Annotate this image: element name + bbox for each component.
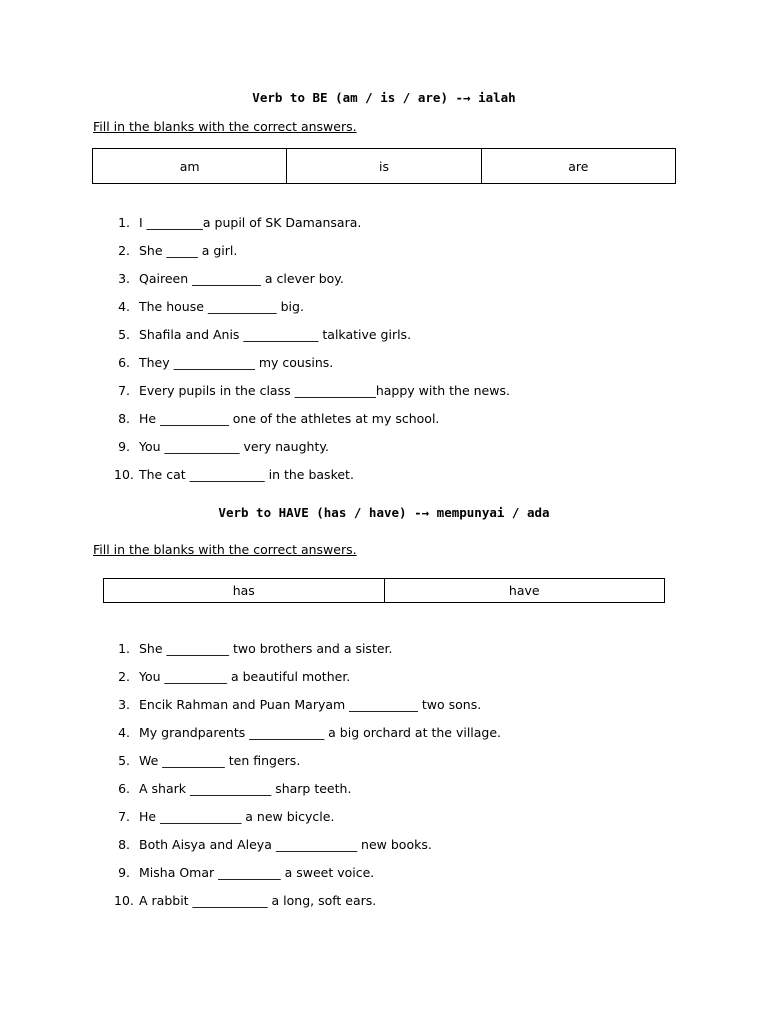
question-text: Qaireen ___________ a clever boy. — [139, 271, 344, 286]
question-number: 7. — [118, 809, 130, 824]
question-number: 8. — [118, 837, 130, 852]
question-number: 2. — [118, 243, 130, 258]
question-text: She _____ a girl. — [139, 243, 238, 258]
question-text: The cat ____________ in the basket. — [139, 467, 354, 482]
question-number: 4. — [118, 299, 130, 314]
word-option-are: are — [568, 158, 589, 174]
question-number: 4. — [118, 725, 130, 740]
section1-title: Verb to BE (am / is / are) -→ ialah — [252, 90, 516, 105]
question-text: We __________ ten fingers. — [139, 753, 301, 768]
word-option-is: is — [287, 149, 481, 183]
question-text: Every pupils in the class _____________happy with the news. — [139, 383, 510, 398]
question-text: He _____________ a new bicycle. — [139, 809, 335, 824]
question-number: 10. — [114, 893, 134, 908]
question-number: 9. — [118, 865, 130, 880]
question-number: 5. — [118, 753, 130, 768]
question-text: The house ___________ big. — [139, 299, 304, 314]
question-text: Shafila and Anis ____________ talkative girls. — [139, 327, 412, 342]
word-option-am: am — [93, 149, 287, 183]
section2-instruction: Fill in the blanks with the correct answers. — [93, 542, 357, 557]
question-number: 2. — [118, 669, 130, 684]
section1-word-box — [92, 148, 676, 184]
question-number: 3. — [118, 271, 130, 286]
section2-word-box — [103, 578, 665, 603]
question-text: Misha Omar __________ a sweet voice. — [139, 865, 375, 880]
question-number: 6. — [118, 781, 130, 796]
question-number: 10. — [114, 467, 134, 482]
question-text: Encik Rahman and Puan Maryam ___________ two sons. — [139, 697, 482, 712]
question-text: He ___________ one of the athletes at my school. — [139, 411, 440, 426]
question-number: 8. — [118, 411, 130, 426]
question-number: 7. — [118, 383, 130, 398]
section2-title: Verb to HAVE (has / have) -→ mempunyai / ada — [218, 505, 550, 520]
word-option-has: has — [104, 579, 385, 602]
question-text: I _________a pupil of SK Damansara. — [139, 215, 362, 230]
question-number: 3. — [118, 697, 130, 712]
question-text: A rabbit ____________ a long, soft ears. — [139, 893, 377, 908]
word-option-have: have — [508, 583, 540, 598]
question-number: 6. — [118, 355, 130, 370]
section1-instruction: Fill in the blanks with the correct answers. — [93, 119, 357, 134]
question-number: 1. — [118, 641, 130, 656]
question-text: You ____________ very naughty. — [139, 439, 329, 454]
question-number: 9. — [118, 439, 130, 454]
question-text: They _____________ my cousins. — [139, 355, 334, 370]
question-text: You __________ a beautiful mother. — [139, 669, 351, 684]
question-number: 5. — [118, 327, 130, 342]
question-text: She __________ two brothers and a sister. — [139, 641, 393, 656]
question-text: My grandparents ____________ a big orchard at the village. — [139, 725, 502, 740]
question-text: Both Aisya and Aleya _____________ new books. — [139, 837, 432, 852]
question-text: A shark _____________ sharp teeth. — [139, 781, 352, 796]
question-number: 1. — [118, 215, 130, 230]
